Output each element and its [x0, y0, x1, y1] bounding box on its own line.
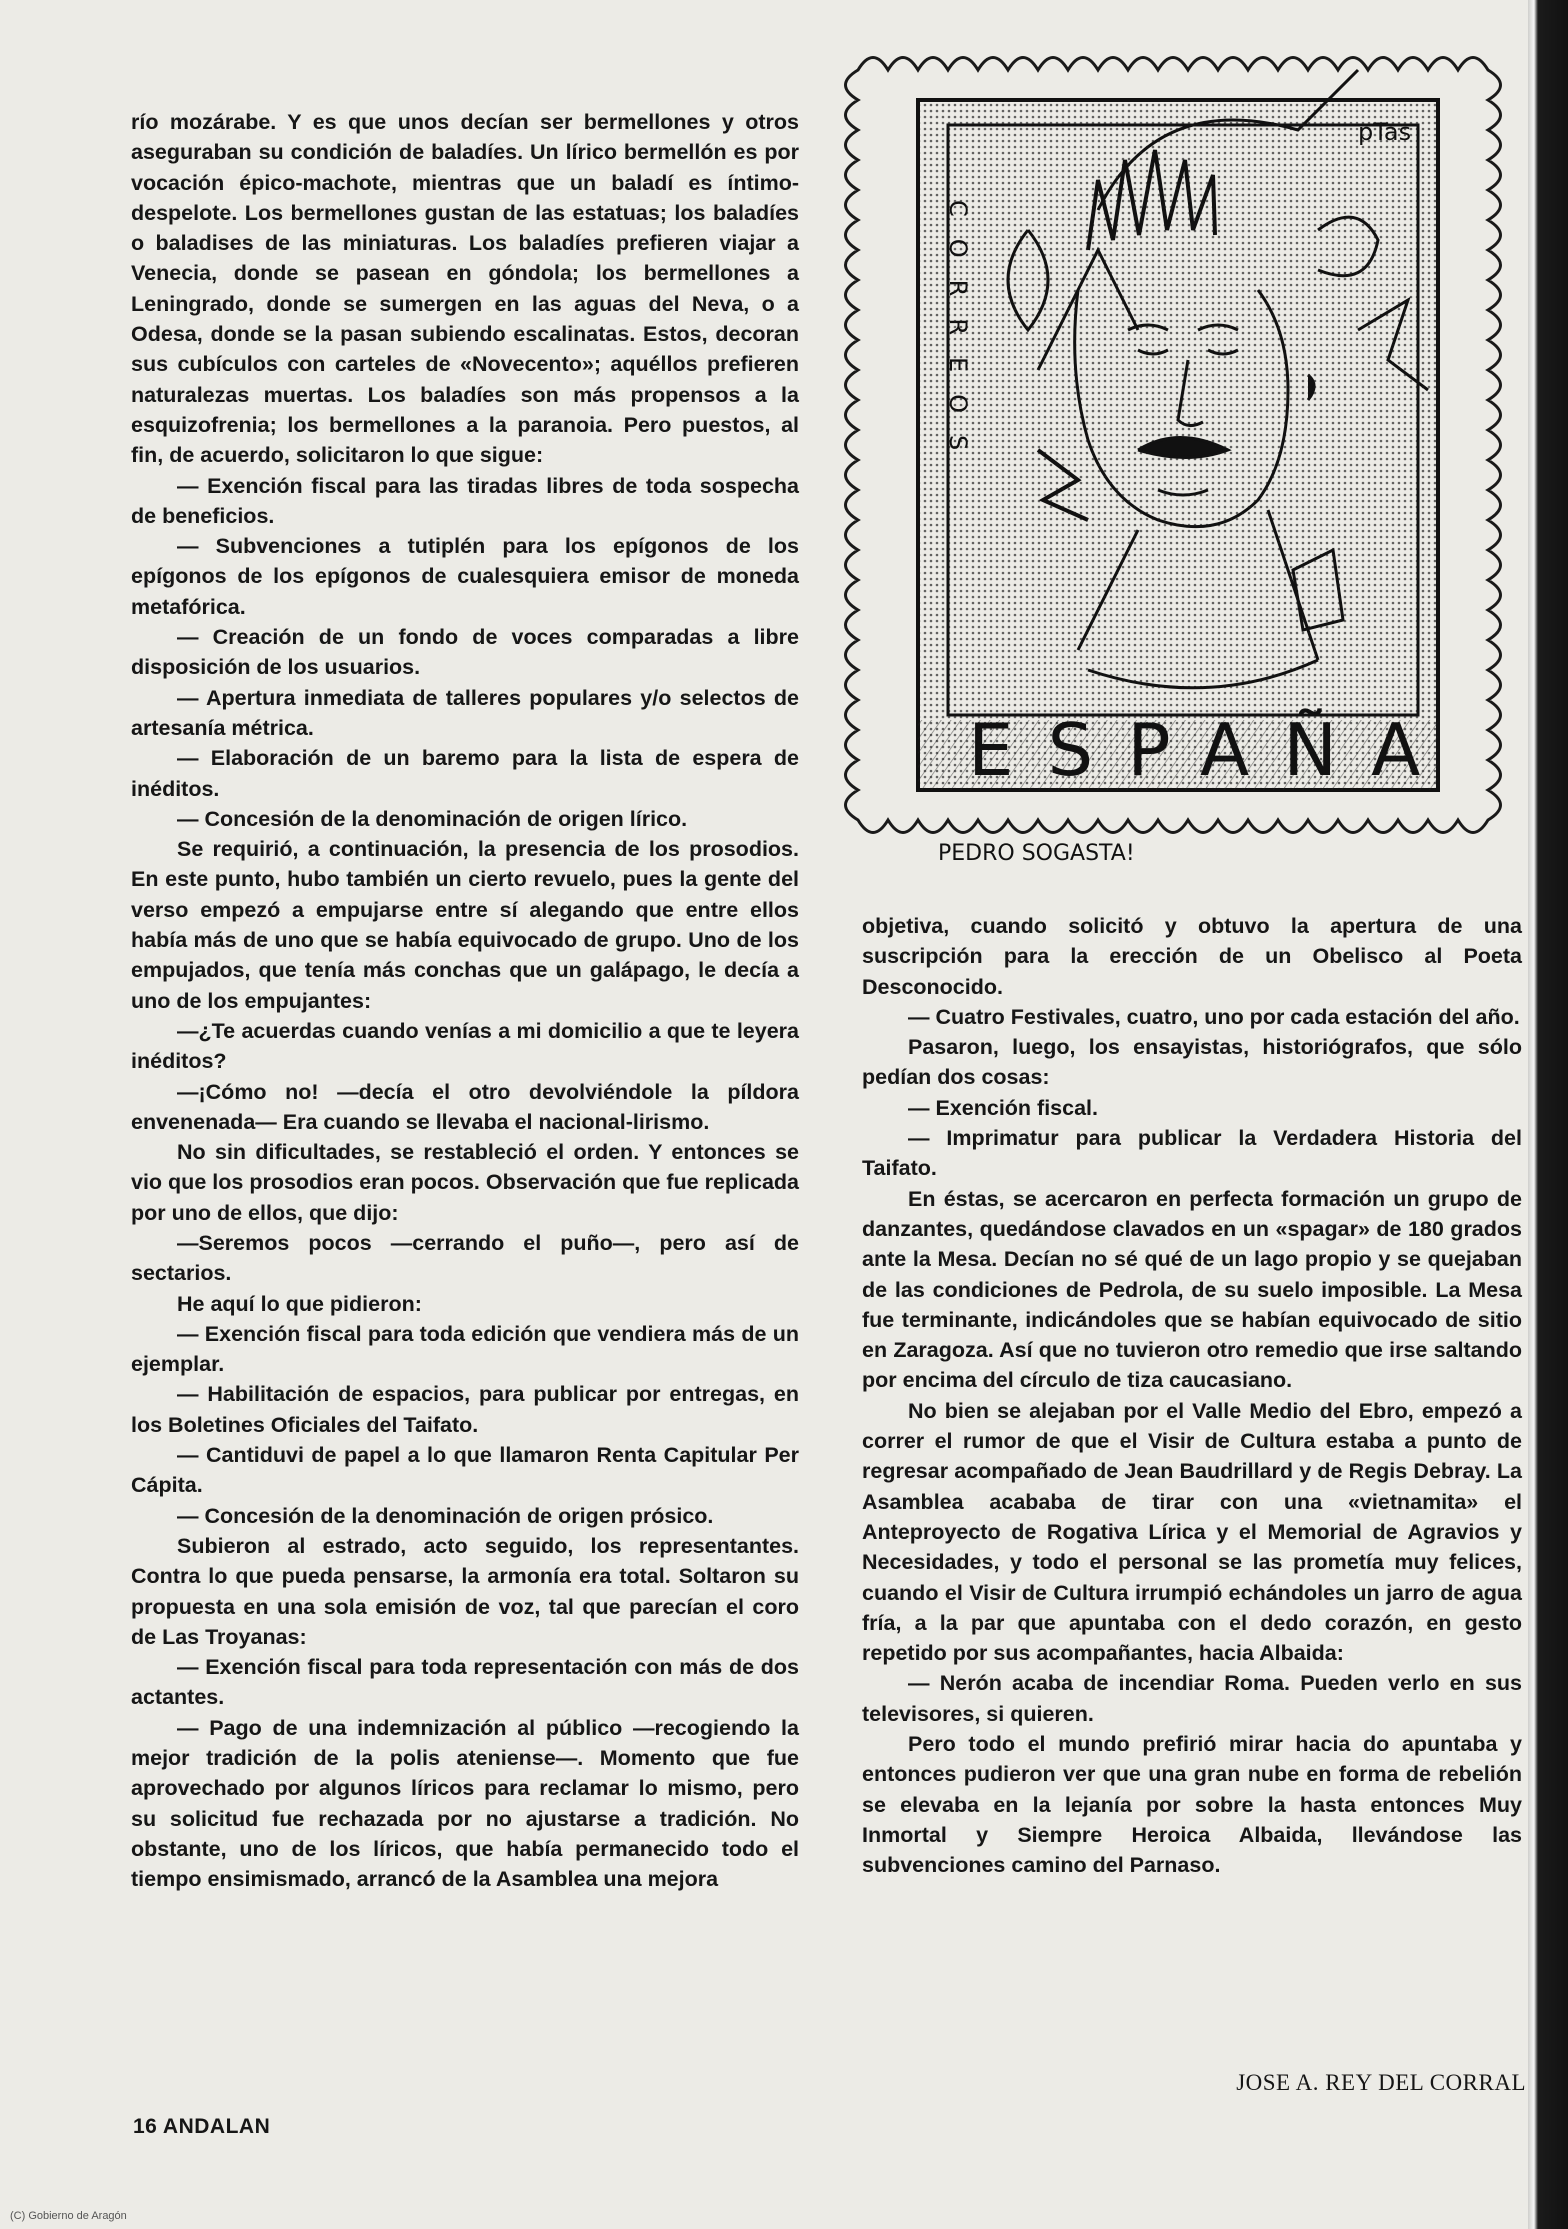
article-left-column: [131, 107, 799, 1895]
paragraph: Pasaron, luego, los ensayistas, historiógrafos, que sólo pedían dos cosas:: [862, 1035, 1522, 1090]
paragraph: Pero todo el mundo prefirió mirar hacia do apuntaba y entonces pudieron ver que una gran nube en forma de rebelión se elevaba en la lejanía por sobre la hasta entonces Muy Inmortal y Siempre Heroica Albaida, llevándose las subvenciones camino del Parnaso.: [862, 1732, 1522, 1878]
paragraph: — Exención fiscal para toda representación con más de dos actantes.: [131, 1655, 799, 1710]
paragraph: — Creación de un fondo de voces comparadas a libre disposición de los usuarios.: [131, 625, 799, 680]
paragraph: — Cantiduvi de papel a lo que llamaron Renta Capitular Per Cápita.: [131, 1443, 799, 1498]
paragraph: — Exención fiscal.: [908, 1095, 1098, 1120]
magazine-name: ANDALAN: [162, 2115, 271, 2138]
paragraph: — Concesión de la denominación de origen prósico.: [177, 1503, 714, 1528]
paragraph: — Imprimatur para publicar la Verdadera Historia del Taifato.: [862, 1126, 1522, 1181]
stamp-value-label: pTas: [1358, 118, 1412, 146]
paragraph: — Pago de una indemnización al público —recogiendo la mejor tradición de la polis ateniense—. Momento que fue aprovechado por algunos líricos para reclamar lo mismo, pero su solicitud fue rechazada por no ajustarse a tradición. No obstante, uno de los líricos, que había permanecido todo el tiempo ensimismado, arrancó de la Asamblea una mejora: [131, 1715, 799, 1892]
paragraph: — Apertura inmediata de talleres populares y/o selectos de artesanía métrica.: [131, 685, 799, 740]
paragraph: No sin dificultades, se restableció el orden. Y entonces se vio que los prosodios eran pocos. Observación que fue replicada por uno de ellos, que dijo:: [131, 1140, 799, 1225]
paragraph: — Exención fiscal para toda edición que vendiera más de un ejemplar.: [131, 1321, 799, 1377]
paragraph: Se requirió, a continuación, la presencia de los prosodios. En este punto, hubo también un cierto revuelo, pues la gente del verso empezó a empujarse entre sí alegando que entre ellos había más de uno que se había equivocado de grupo. Uno de los empujados, que tenía más conchas que un galápago, le decía a uno de los empujantes:: [131, 837, 799, 1013]
paragraph: objetiva, cuando solicitó y obtuvo la apertura de una suscripción para la erección de un Obelisco al Poeta Desconocido.: [862, 914, 1522, 999]
paragraph: — Subvenciones a tutiplén para los epígonos de los epígonos de los epígonos de cualesquiera emisor de moneda metafórica.: [131, 534, 799, 619]
page-number: 16: [133, 2115, 158, 2138]
paragraph: No bien se alejaban por el Valle Medio del Ebro, empezó a correr el rumor de que el Visir de Cultura estaba a punto de regresar acompañado de Jean Baudrillard y de Regis Debray. La Asamblea acababa de tirar con una «vietnamita» el Anteproyecto de Rogativa Lírica y el Memorial de Agravios y Necesidades, y todo el personal se las prometía muy felices, cuando el Visir de Cultura irrumpió echándoles un jarro de agua fría, a la par que apuntaba con el dedo corazón, en gesto repetido por sus acompañantes, hacia Albaida:: [862, 1398, 1522, 1666]
paragraph: —Seremos pocos —cerrando el puño—, pero así de sectarios.: [131, 1230, 799, 1286]
paragraph: —¡Cómo no! —decía el otro devolviéndole la píldora envenenada— Era cuando se llevaba el nacional-lirismo.: [131, 1079, 799, 1134]
stamp-illustration: [838, 30, 1518, 892]
paragraph: — Nerón acaba de incendiar Roma. Pueden verlo en sus televisores, si quieren.: [862, 1671, 1522, 1726]
paragraph: — Concesión de la denominación de origen lírico.: [177, 806, 688, 831]
page-edge-shadow: [1528, 0, 1568, 2229]
page-folio: [133, 2115, 270, 2139]
paragraph: En éstas, se acercaron en perfecta formación un grupo de danzantes, quedándose clavados en un «spagar» de 180 grados ante la Mesa. Decían no sé qué de un lago propio y se quejaban de las condiciones de Pedrola, de su suelo imposible. La Mesa fue terminante, indicándoles que se habían equivocado de sitio en Zaragoza. Así que no tuvieron otro remedio que irse saltando por encima del círculo de tiza caucasiano.: [862, 1186, 1522, 1393]
paragraph: — Elaboración de un baremo para la lista de espera de inéditos.: [131, 746, 799, 801]
paragraph: —¿Te acuerdas cuando venías a mi domicilio a que te leyera inéditos?: [131, 1018, 799, 1074]
paragraph: río mozárabe. Y es que unos decían ser bermellones y otros aseguraban su condición de baladíes. Un lírico bermellón es por vocación épico-machote, mientras que un baladí es íntimo-despelote. Los bermellones gustan de las estatuas; los baladíes o baladises de las miniaturas. Los baladíes prefieren viajar a Venecia, donde se pasean en góndola; los bermellones a Leningrado, donde se sumergen en las aguas del Neva, o a Odesa, donde se la pasan subiendo escalinatas. Estos, decoran sus cubículos con carteles de «Novecento»; aquéllos prefieren naturalezas muertas. Los baladíes son más propensos a la esquizofrenia; los bermellones a la paranoia. Pero puestos, al fin, de acuerdo, solicitaron lo que sigue:: [131, 110, 799, 468]
paragraph: Subieron al estrado, acto seguido, los representantes. Contra lo que pueda pensarse, la armonía era total. Soltaron su propuesta en una sola emisión de voz, tal que parecían el coro de Las Troyanas:: [131, 1533, 799, 1649]
article-right-column: [862, 911, 1522, 1881]
stamp-side-label: CORREOS: [944, 200, 972, 473]
stamp-country-label: ESPAÑA: [968, 708, 1455, 792]
artist-signature: PEDRO SOGASTA!: [938, 841, 1135, 866]
paragraph: He aquí lo que pidieron:: [177, 1291, 422, 1316]
paragraph: — Exención fiscal para las tiradas libres de toda sospecha de beneficios.: [131, 473, 799, 528]
author-signature: JOSE A. REY DEL CORRAL: [1236, 2070, 1526, 2095]
paragraph: — Habilitación de espacios, para publicar por entregas, en los Boletines Oficiales del Taifato.: [131, 1382, 799, 1437]
copyright-notice: (C) Gobierno de Aragón: [10, 2210, 127, 2222]
paragraph: — Cuatro Festivales, cuatro, uno por cada estación del año.: [908, 1004, 1520, 1029]
